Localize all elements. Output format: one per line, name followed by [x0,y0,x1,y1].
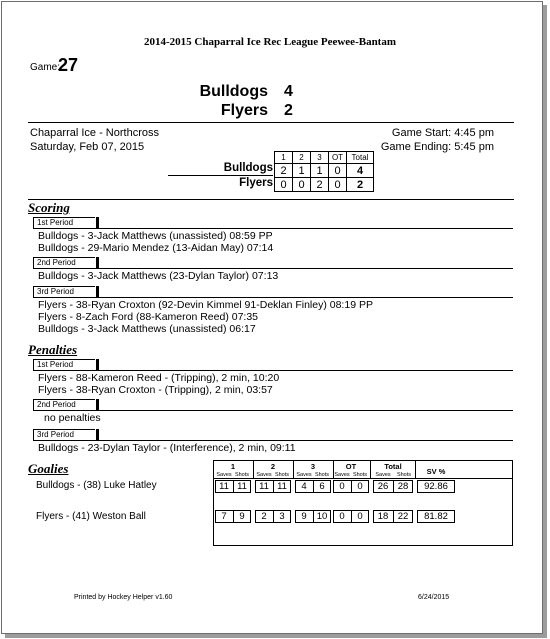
goalie-sub-shots: Shots [274,472,290,478]
goalie-col-sep [370,460,371,478]
goalie-home-total-saves: 26 [377,481,389,492]
goalie-sub-shots: Shots [396,472,412,478]
goalie-home-p1-shots: 11 [237,481,247,492]
goalie-col-sep [253,460,254,478]
goalie-home-sv: 92.86 [424,481,448,492]
goalie-head-total: Total [384,462,402,471]
game-date: Saturday, Feb 07, 2015 [30,141,145,153]
sb-home-ot: 0 [329,164,347,178]
penalty-event: no penalties [44,412,101,424]
sb-home-p3: 1 [311,164,329,178]
sb-home-team: Bulldogs [223,162,273,174]
league-title: 2014-2015 Chaparral Ice Rec League Peewee-Bantam [143,36,397,48]
goalie-away-p3-saves: 9 [301,511,307,522]
penalties-period-3-tab: 3rd Period [33,429,95,441]
final-away-score: 2 [284,102,293,119]
period-scoreboard [274,151,374,192]
goalie-away-ot-saves: 0 [339,511,345,522]
goalies-heading: Goalies [28,461,69,476]
scoring-period-3-tab: 3rd Period [33,286,95,298]
goalie-col-sep [415,460,416,478]
goalie-name-home: Bulldogs - (38) Luke Hatley [36,480,157,491]
goalie-away-p2-shots: 3 [279,511,285,522]
final-away-name: Flyers [220,102,268,119]
goalie-away-ot-shots: 0 [357,511,363,522]
sb-head-3: 3 [311,152,329,164]
venue: Chaparral Ice - Northcross [30,127,159,139]
scoring-period-1-tab: 1st Period [33,217,95,229]
footer-printed-by: Printed by Hockey Helper v1.60 [74,594,173,601]
goalie-col-sep [293,460,294,478]
game-end: Game Ending: 5:45 pm [380,141,494,153]
game-number: 27 [58,55,79,75]
penalties-heading: Penalties [28,342,78,357]
scoring-event: Bulldogs - 3-Jack Matthews (23-Dylan Taylor) 07:13 [38,270,279,282]
goalie-home-p1-saves: 11 [219,481,229,492]
final-home-name: Bulldogs [199,83,268,100]
goalie-sub-saves: Saves [216,472,232,478]
penalty-event: Flyers - 38-Ryan Croxton - (Tripping), 2 min, 03:57 [38,384,273,396]
penalty-event: Bulldogs - 23-Dylan Taylor - (Interference), 2 min, 09:11 [38,442,296,454]
scoring-rule [28,199,514,200]
goalie-away-total-shots: 22 [397,511,409,522]
goalie-sub-saves: Saves [334,472,350,478]
scoring-event: Bulldogs - 3-Jack Matthews (unassisted) 06:17 [38,323,256,335]
goalie-sub-shots: Shots [234,472,250,478]
goalie-away-total-saves: 18 [377,511,389,522]
sb-head-2: 2 [293,152,311,164]
footer-date: 6/24/2015 [418,594,450,601]
goalie-away-p3-shots: 10 [316,511,328,522]
goalie-away-p1-saves: 7 [221,511,227,522]
goalie-sub-saves: Saves [375,472,391,478]
goalie-head-ot: OT [345,462,357,471]
goalie-sub-saves: Saves [256,472,272,478]
sb-away-ot: 0 [329,178,347,192]
final-home-score: 4 [284,83,293,100]
scoring-period-1-rule [33,228,513,229]
game-label: Game: [30,62,61,73]
scoring-period-2-tab: 2nd Period [33,257,95,269]
goalie-name-away: Flyers - (41) Weston Ball [36,511,146,522]
goalie-sub-shots: Shots [352,472,368,478]
scoring-period-3-rule [33,297,513,298]
sb-head-ot: OT [329,152,347,164]
goalie-away-p2-saves: 2 [261,511,267,522]
penalties-period-2-tab: 2nd Period [33,399,95,411]
game-start: Game Start: 4:45 pm [391,127,494,139]
penalties-period-1-rule [33,370,513,371]
scoring-event: Bulldogs - 3-Jack Matthews (unassisted) 08:59 PP [38,230,273,242]
goalie-home-ot-saves: 0 [339,481,345,492]
scoring-event: Flyers - 8-Zach Ford (88-Kameron Reed) 07:35 [38,311,259,323]
goalie-home-p2-saves: 11 [259,481,269,492]
sb-away-total: 2 [347,178,374,192]
goalie-home-ot-shots: 0 [357,481,363,492]
penalties-period-2-rule [33,410,513,411]
scoring-event: Flyers - 38-Ryan Croxton (92-Devin Kimmel 91-Deklan Finley) 08:19 PP [38,299,373,311]
sb-away-team: Flyers [239,177,273,189]
goalie-col-sep [333,460,334,478]
goalie-away-p1-shots: 9 [239,511,245,522]
goalie-head-p2: 2 [270,462,276,471]
goalie-away-sv: 81.82 [424,511,448,522]
sb-head-1: 1 [275,152,293,164]
scoring-event: Bulldogs - 29-Mario Mendez (13-Aidan May) 07:14 [38,242,274,254]
goalie-sub-shots: Shots [314,472,330,478]
goalie-head-p1: 1 [230,462,236,471]
sb-home-total: 4 [347,164,374,178]
sb-team-divider [168,175,273,176]
penalties-period-1-tab: 1st Period [33,359,95,371]
goalie-head-p3: 3 [310,462,316,471]
scoring-period-2-rule [33,268,513,269]
sb-home-p2: 1 [293,164,311,178]
goalie-head-sv: SV % [426,467,446,476]
sb-away-p2: 0 [293,178,311,192]
goalie-header-rule [213,478,513,479]
goalie-home-p3-shots: 6 [319,481,325,492]
goalie-home-p3-saves: 4 [301,481,307,492]
penalty-event: Flyers - 88-Kameron Reed - (Tripping), 2 min, 10:20 [38,372,280,384]
sb-head-total: Total [347,152,374,164]
scoring-heading: Scoring [28,200,70,215]
sb-away-p1: 0 [275,178,293,192]
sb-away-p3: 2 [311,178,329,192]
penalties-period-3-rule [33,440,513,441]
sb-home-p1: 2 [275,164,293,178]
header-rule [28,122,514,123]
goalie-sub-saves: Saves [296,472,312,478]
goalie-home-p2-shots: 11 [277,481,287,492]
goalie-home-total-shots: 28 [397,481,409,492]
